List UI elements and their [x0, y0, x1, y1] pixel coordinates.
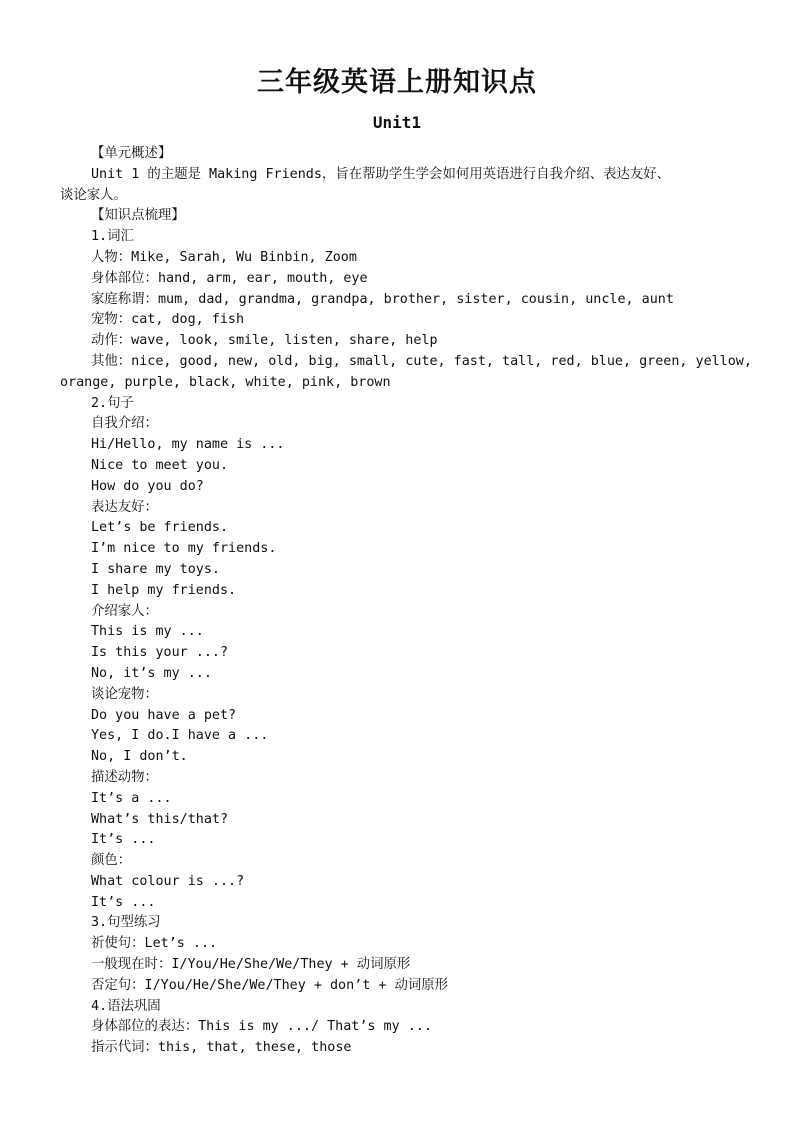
text-line: Let’s be friends. [91, 520, 229, 536]
text-line: 自我介绍： [91, 416, 158, 432]
text-line: 身体部位的表达：This is my .../ That’s my ... [91, 1019, 432, 1035]
text-line: 表达友好： [91, 499, 158, 515]
text-line: Unit 1 的主题是 Making Friends，旨在帮助学生学会如何用英语进行自我介绍、表达友好、 [91, 166, 671, 182]
text-line: It’s ... [91, 894, 156, 910]
text-line: 动作：wave, look, smile, listen, share, help [91, 333, 438, 349]
text-line: 身体部位：hand, arm, ear, mouth, eye [91, 270, 368, 286]
text-line: 祈使句：Let’s ... [91, 936, 218, 952]
text-line: 其他：nice, good, new, old, big, small, cute, fast, tall, red, blue, green, yellow, [91, 353, 752, 369]
text-line: 1.词汇 [91, 229, 134, 245]
text-line: 3.句型练习 [91, 915, 161, 931]
unit-heading: Unit1 [372, 113, 422, 132]
text-line: orange, purple, black, white, pink, brown [60, 374, 391, 390]
text-line: No, I don’t. [91, 749, 188, 765]
document-title: 三年级英语上册知识点 [257, 67, 537, 98]
text-line: 4.语法巩固 [91, 998, 161, 1014]
text-line: 宠物：cat, dog, fish [91, 312, 245, 328]
text-line: 颜色： [91, 853, 132, 869]
text-line: 指示代词：this, that, these, those [91, 1040, 352, 1056]
text-line: Do you have a pet? [91, 707, 237, 723]
text-line: 介绍家人： [91, 603, 158, 619]
text-line: 谈论宠物： [91, 686, 158, 702]
text-line: Yes, I do.I have a ... [91, 728, 269, 744]
text-line: It’s ... [91, 832, 156, 848]
text-line: What’s this/that? [91, 811, 229, 827]
text-line: Hi/Hello, my name is ... [91, 437, 285, 453]
text-line: 【单元概述】 [91, 146, 172, 161]
text-line: Is this your ...? [91, 645, 229, 661]
text-line: This is my ... [91, 624, 204, 640]
text-line: How do you do? [91, 478, 204, 494]
text-line: It’s a ... [91, 790, 172, 806]
text-line: 家庭称谓：mum, dad, grandma, grandpa, brother, sister, cousin, uncle, aunt [91, 291, 674, 307]
text-line: 描述动物： [91, 769, 158, 785]
text-line: What colour is ...? [91, 873, 245, 889]
text-line: Nice to meet you. [91, 457, 229, 473]
text-line: 【知识点梳理】 [91, 208, 185, 224]
text-line: 谈论家人。 [60, 187, 127, 203]
text-line: 2.句子 [91, 395, 134, 411]
text-line: No, it’s my ... [91, 665, 212, 681]
text-line: 否定句：I/You/He/She/We/They + don’t + 动词原形 [91, 977, 449, 993]
text-line: I’m nice to my friends. [91, 541, 277, 557]
text-line: I help my friends. [91, 582, 237, 598]
text-line: 一般现在时：I/You/He/She/We/They + 动词原形 [91, 957, 411, 973]
document-body [60, 144, 752, 1059]
text-line: I share my toys. [91, 561, 220, 577]
text-line: 人物：Mike, Sarah, Wu Binbin, Zoom [91, 249, 357, 265]
